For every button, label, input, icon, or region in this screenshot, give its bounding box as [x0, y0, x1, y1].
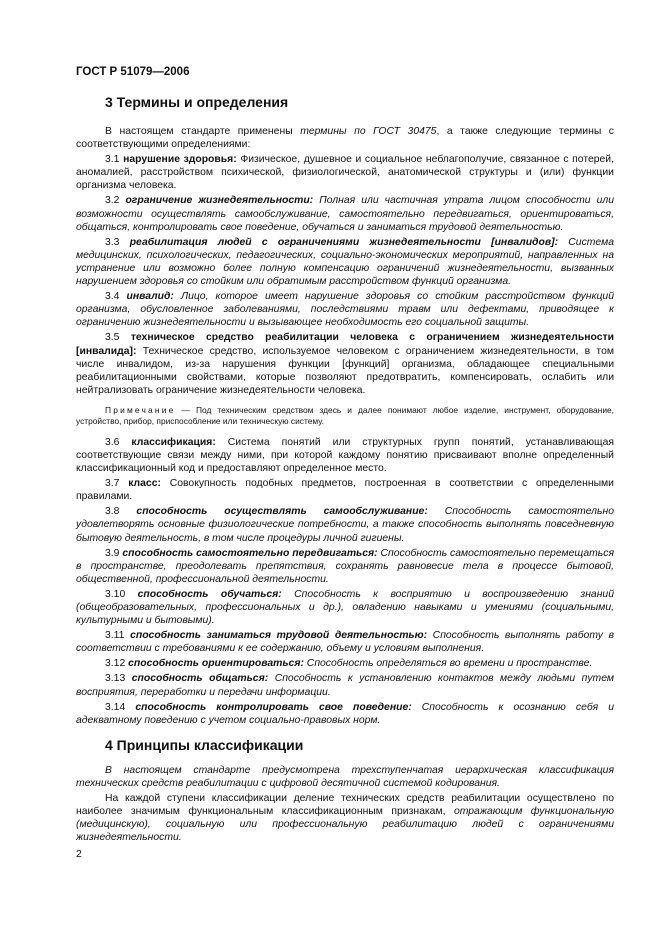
page-number: 2: [76, 848, 82, 860]
section-3-title: 3 Термины и определения: [105, 94, 289, 110]
term-3-2: 3.2 ограничение жизнедеятельности: Полная или частичная утрата лицом способности или возможности осуществлять самообслуживание, самостоятельно передвигаться, ориентироваться, общаться, контролировать свое поведение, обучаться и заниматься трудовой деятельностью.: [76, 195, 614, 233]
term-3-8: 3.8 способность осуществлять самообслуживание: Способность самостоятельно удовлетворять основные физиологические потребности, а также способность выполнять повседневную бытовую деятельность, в том числе процедуры личной гигиены.: [76, 506, 614, 544]
term-3-11: 3.11 способность заниматься трудовой деятельностью: Способность выполнять работу в соответствии с требованиями к ее содержанию, объему и условиям выполнения.: [76, 630, 614, 655]
term-3-4: 3.4 инвалид: Лицо, которое имеет нарушение здоровья со стойким расстройством функций организма, обусловленное заболеваниями, последствиями травм или дефектами, приводящее к ограничению жизнедеятельности и вызывающее необходимость его социальной защиты.: [76, 291, 614, 329]
term-3-6: 3.6 классификация: Система понятий или структурных групп понятий, устанавливающая соответствующие связи между ними, при которой каждому понятию присваивают вполне определенный классификационный код и предоставляют определенное место.: [76, 436, 614, 475]
term-3-1: 3.1 нарушение здоровья: Физическое, душевное и социальное неблагополучие, связанное с потерей, аномалией, расстройством психической, физиологической, анатомической структуры и (или) функции организма человека.: [76, 154, 614, 192]
section-3-body: [76, 125, 614, 729]
term-3-10: 3.10 способность обучаться: Способность к восприятию и воспроизведению знаний (общеобразовательных, профессиональных и др.), овладению навыками и умениями (социальными, культурными и бытовыми).: [76, 588, 614, 627]
term-3-7: 3.7 класс: Совокупность подобных предметов, построенная в соответствии с определенными правилами.: [76, 478, 614, 503]
note-3-5: Примечание — Под техническим средством здесь и далее понимают любое изделие, инструмент, оборудование, устройство, прибор, приспособление или техническую систему.: [76, 404, 614, 426]
section-4-title: 4 Принципы классификации: [105, 737, 304, 753]
section-4-body: [76, 764, 614, 847]
term-3-3: 3.3 реабилитация людей с ограничениями жизнедеятельности [инвалидов]: Система медицинских, психологических, педагогических, социально-экономических мероприятий, направленных на устранение или возможно более полную компенсацию ограничений жизнедеятельности, вызванных нарушением здоровья со стойким или обратимым расстройством функций организма.: [76, 236, 614, 288]
term-3-14: 3.14 способность контролировать свое поведение: Способность к осознанию себя и адекватному поведению с учетом социально-правовых норм.: [76, 701, 614, 726]
section-4-paragraph-2: На каждой ступени классификации деление технических средств реабилитации осуществлено по наиболее значимым функциональным классификационным признакам, отражающим функциональную (медицинскую), социальную или профессиональную реабилитацию людей с ограничениями жизнедеятельности.: [76, 793, 614, 844]
document-header: ГОСТ Р 51079—2006: [76, 66, 190, 78]
term-3-12: 3.12 способность ориентироваться: Способность определяться во времени и пространстве.: [105, 658, 593, 670]
section-3-intro: В настоящем стандарте применены термины по ГОСТ 30475, а также следующие термины с соответствующими определениями:: [76, 126, 615, 151]
term-3-9: 3.9 способность самостоятельно передвигаться: Способность самостоятельно перемещаться в пространстве, преодолевать препятствия, сохранять равновесие тела в процессе бытовой, общественной, профессиональной деятельности.: [76, 547, 614, 585]
term-3-5: 3.5 техническое средство реабилитации человека с ограничением жизнедеятельности [инвалида]: Техническое средство, используемое человеком с ограничением жизнедеятельности, в том числе инвалидом, из-за нарушения функции [функций] организма, обладающее специальными реабилитационными свойствами, которые позволяют предотвратить, компенсировать, ослабить или нейтрализовать ограничение жизнедеятельности человека.: [76, 332, 614, 396]
term-3-13: 3.13 способность общаться: Способность к установлению контактов между людьми путем восприятия, переработки и передачи информации.: [76, 673, 614, 698]
section-4-paragraph-1: В настоящем стандарте предусмотрена трехступенчатая иерархическая классификация технических средств реабилитации с цифровой десятичной системой кодирования.: [76, 765, 614, 790]
